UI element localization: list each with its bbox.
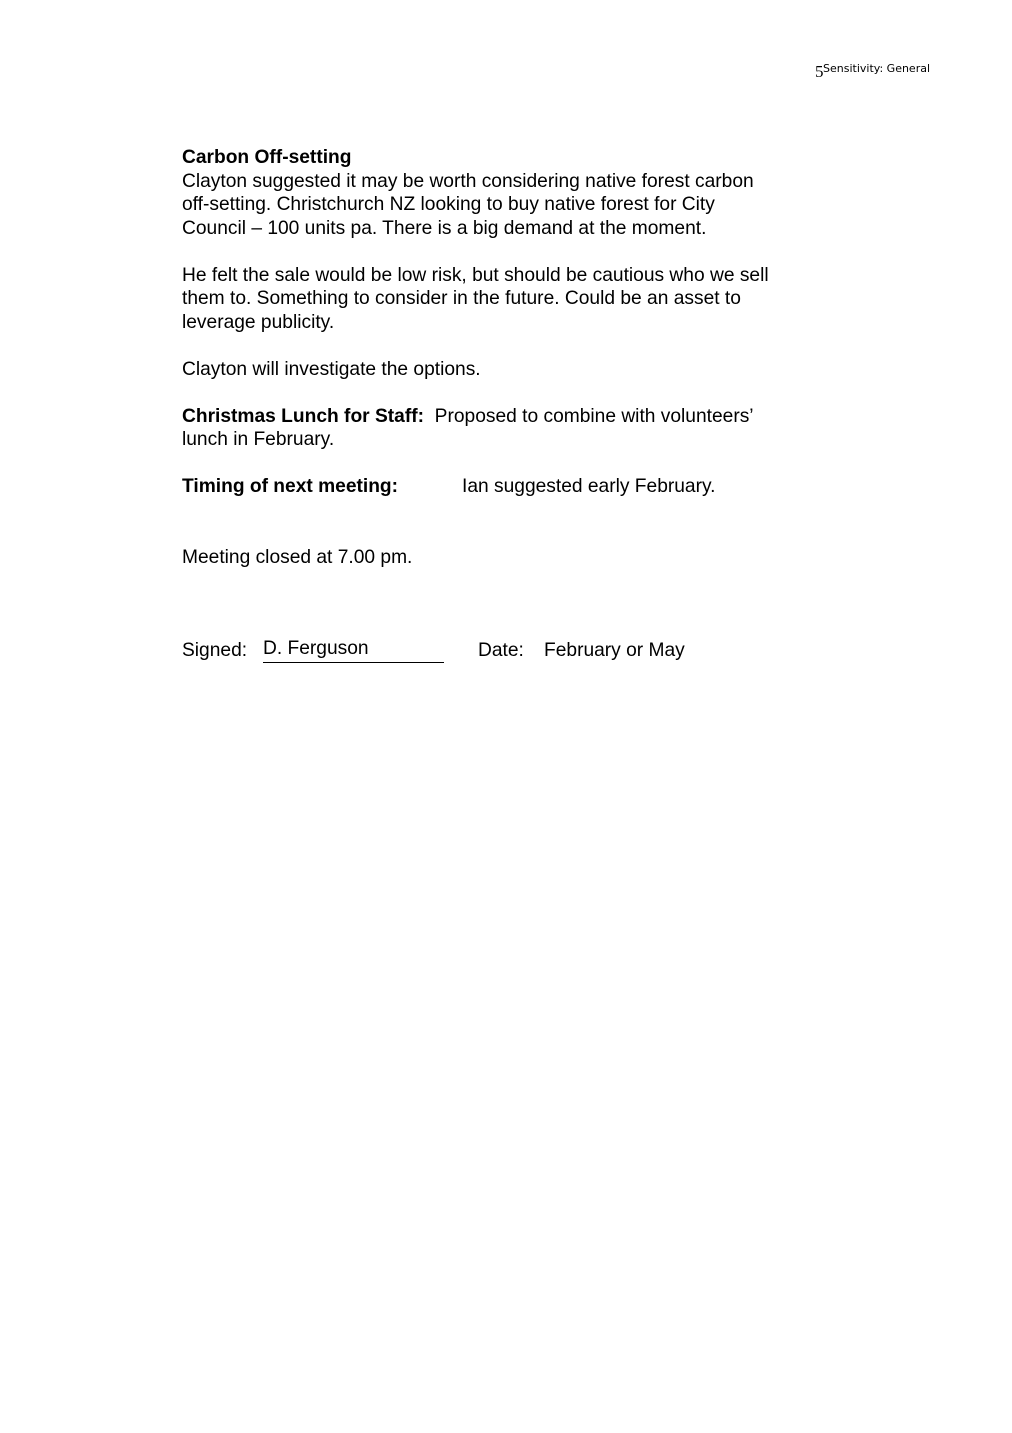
christmas-section xyxy=(182,405,842,452)
carbon-paragraph-line: off-setting. Christchurch NZ looking to buy native forest for City xyxy=(182,194,715,215)
christmas-text: Proposed to combine with volunteers’ xyxy=(434,405,754,427)
next-meeting-label: Timing of next meeting: xyxy=(182,476,399,497)
carbon-paragraph-line: Clayton suggested it may be worth considering native forest carbon xyxy=(182,170,754,192)
signed-name: D. Ferguson xyxy=(263,639,444,663)
risk-paragraph-line: leverage publicity. xyxy=(182,311,335,333)
signed-label: Signed: xyxy=(182,640,248,661)
next-meeting-text: Ian suggested early February. xyxy=(462,476,716,497)
carbon-heading: Carbon Off-setting xyxy=(182,147,352,168)
date-label: Date: xyxy=(478,640,524,661)
carbon-section xyxy=(182,146,842,240)
closing-line: Meeting closed at 7.00 pm. xyxy=(182,546,413,568)
carbon-paragraph-line: Council – 100 units pa. There is a big demand at the moment. xyxy=(182,217,707,239)
date-value: February or May xyxy=(544,640,685,661)
page-header xyxy=(815,62,995,82)
christmas-label: Christmas Lunch for Staff: xyxy=(182,405,424,427)
document-body xyxy=(182,146,842,663)
risk-paragraph-line: them to. Something to consider in the future. Could be an asset to xyxy=(182,288,741,309)
page-number: 5 xyxy=(815,62,824,81)
action-paragraph: Clayton will investigate the options. xyxy=(182,358,481,380)
christmas-text-continued: lunch in February. xyxy=(182,429,335,450)
sensitivity-label: Sensitivity: General xyxy=(823,62,931,75)
signature-row xyxy=(182,639,842,663)
risk-paragraph xyxy=(182,264,842,335)
risk-paragraph-line: He felt the sale would be low risk, but should be cautious who we sell xyxy=(182,264,769,286)
next-meeting-section xyxy=(182,475,842,499)
